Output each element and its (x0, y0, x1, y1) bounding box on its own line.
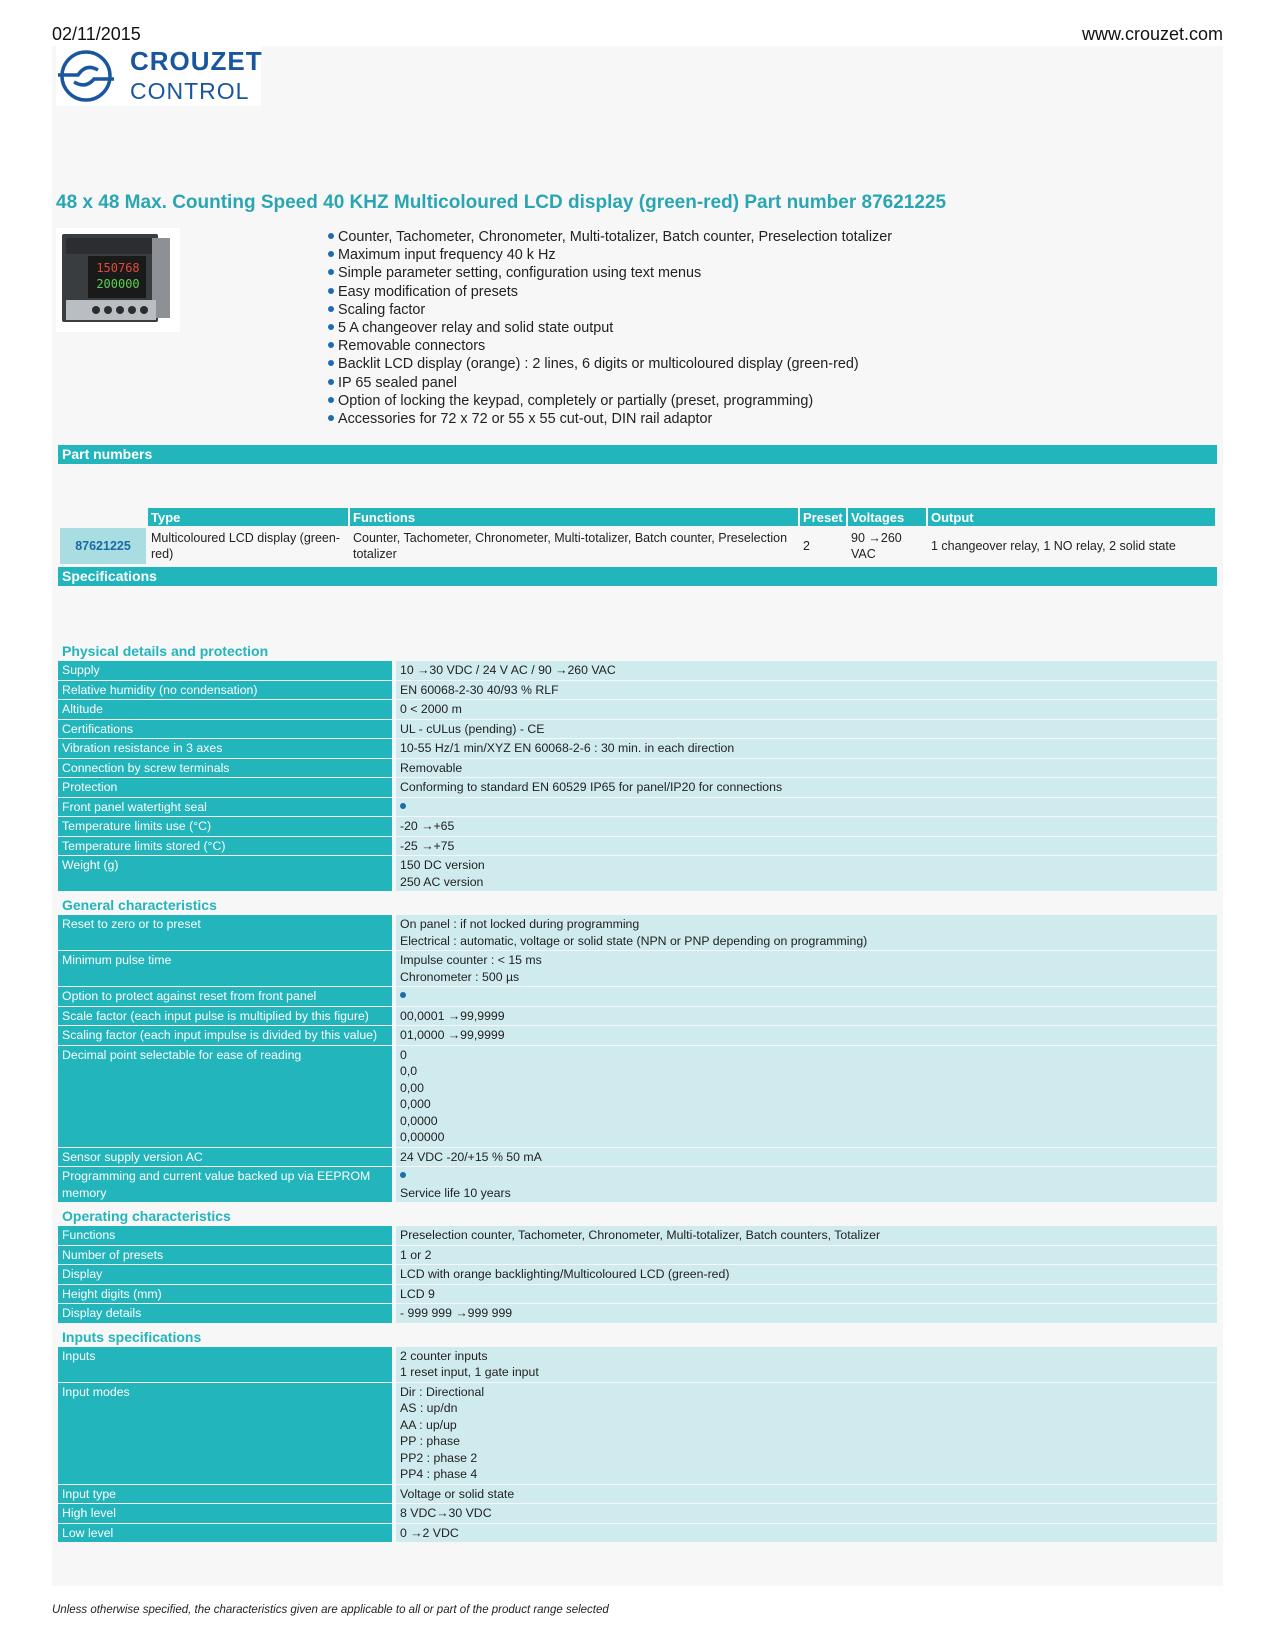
table-row (58, 987, 1217, 1006)
table-row (58, 1524, 1217, 1543)
feature-item (328, 410, 892, 428)
spec-label: Connection by screw terminals (58, 759, 392, 778)
feature-text: Easy modification of presets (338, 283, 518, 300)
spec-value (392, 1304, 1217, 1323)
spec-group-row (58, 638, 1217, 660)
spec-group-row (58, 1203, 1217, 1225)
blue-dot-icon (328, 397, 334, 403)
table-row (58, 1148, 1217, 1167)
blue-dot-icon (328, 306, 334, 312)
blank-header (60, 508, 146, 526)
table-row (58, 1504, 1217, 1523)
spec-value (392, 837, 1217, 856)
spec-value-line: 24 VDC -20/+15 % 50 mA (400, 1149, 542, 1164)
spec-value (392, 661, 1217, 680)
spec-value-line: 10 →30 VDC / 24 V AC / 90 →260 VAC (400, 663, 616, 677)
spec-value-line: 0,00 (400, 1080, 424, 1095)
spec-value-line: AA : up/up (400, 1417, 457, 1432)
specifications-heading: Specifications (58, 567, 1217, 586)
product-sheet (52, 46, 1223, 1586)
col-voltages: Voltages (848, 508, 926, 526)
feature-text: Backlit LCD display (orange) : 2 lines, 6 digits or multicoloured display (green-red) (338, 356, 859, 373)
display-bottom-digits: 200000 (96, 277, 140, 291)
spec-value-line: Chronometer : 500 µs (400, 969, 520, 984)
feature-text: Counter, Tachometer, Chronometer, Multi-totalizer, Batch counter, Preselection totalizer (338, 229, 893, 245)
table-row (58, 778, 1217, 797)
spec-value-line: 0,0000 (400, 1113, 438, 1128)
spec-label: Option to protect against reset from front panel (58, 987, 392, 1006)
feature-text: Maximum input frequency 40 k Hz (338, 247, 556, 264)
spec-label: Low level (58, 1524, 392, 1543)
display-top-digits: 150768 (96, 261, 140, 275)
logo-line-2: CONTROL (130, 78, 250, 104)
print-date: 02/11/2015 (52, 24, 141, 44)
table-row (58, 700, 1217, 719)
spec-value-line: Electrical : automatic, voltage or solid state (NPN or PNP depending on programming) (400, 933, 868, 948)
feature-item (328, 355, 892, 373)
spec-label: Input modes (58, 1383, 392, 1484)
part-numbers-table (58, 506, 1217, 566)
logo-line-1: CROUZET (130, 46, 263, 76)
spec-value-line: Removable (400, 760, 463, 775)
part-number-ref[interactable]: 87621225 (60, 528, 146, 564)
cell-type: Multicoloured LCD display (green-red) (151, 531, 340, 561)
blue-dot-icon (328, 415, 334, 421)
blue-dot-icon (328, 324, 334, 330)
spec-label: Weight (g) (58, 856, 392, 891)
spec-label: Decimal point selectable for ease of reading (58, 1046, 392, 1147)
table-row (58, 951, 1217, 986)
spec-value-line: 0 < 2000 m (400, 702, 462, 716)
spec-label: Supply (58, 661, 392, 680)
spec-label: Minimum pulse time (58, 951, 392, 986)
crouzet-logo-icon (56, 48, 122, 104)
spec-value-line: 10-55 Hz/1 min/XYZ EN 60068-2-6 : 30 min. in each direction (400, 741, 735, 755)
table-row (60, 528, 1215, 564)
spec-label: Display details (58, 1304, 392, 1323)
spec-label: Scaling factor (each input impulse is divided by this value) (58, 1026, 392, 1045)
feature-item (328, 283, 892, 301)
spec-value-line: Impulse counter : < 15 ms (400, 953, 542, 967)
spec-value (392, 1167, 1217, 1202)
spec-value (392, 856, 1217, 891)
spec-group-row (58, 1324, 1217, 1346)
feature-list (328, 228, 892, 428)
spec-value (392, 1383, 1217, 1484)
feature-item (328, 374, 892, 392)
spec-value-line: PP2 : phase 2 (400, 1450, 478, 1465)
table-row (58, 1007, 1217, 1026)
spec-value (392, 1265, 1217, 1284)
table-row (58, 1285, 1217, 1304)
table-row (58, 1383, 1217, 1484)
spec-label: High level (58, 1504, 392, 1523)
feature-text: Accessories for 72 x 72 or 55 x 55 cut-out, DIN rail adaptor (338, 410, 713, 427)
table-row (58, 856, 1217, 891)
spec-label: Protection (58, 778, 392, 797)
feature-text: Scaling factor (338, 301, 426, 318)
spec-value (392, 1524, 1217, 1543)
spec-value (392, 1246, 1217, 1265)
spec-value (392, 1504, 1217, 1523)
feature-text: Option of locking the keypad, completely or partially (preset, programming) (338, 392, 814, 409)
spec-value (392, 681, 1217, 700)
feature-text: Simple parameter setting, configuration using text menus (338, 265, 702, 282)
spec-label: Functions (58, 1226, 392, 1245)
spec-value-line: - 999 999 →999 999 (400, 1306, 513, 1320)
spec-label: Reset to zero or to preset (58, 915, 392, 950)
feature-item (328, 228, 892, 246)
table-row (58, 661, 1217, 680)
table-row (58, 759, 1217, 778)
col-preset: Preset (800, 508, 846, 526)
spec-value-line: PP4 : phase 4 (400, 1467, 478, 1481)
feature-text: Removable connectors (338, 338, 486, 355)
table-row (58, 1026, 1217, 1045)
footer-disclaimer: Unless otherwise specified, the characteristics given are applicable to all or part of the product range selected (52, 1604, 609, 1616)
spec-value (392, 1026, 1217, 1045)
blue-dot-icon (328, 360, 334, 366)
spec-value-line: On panel : if not locked during programming (400, 917, 640, 931)
table-row (58, 1246, 1217, 1265)
spec-label: Altitude (58, 700, 392, 719)
spec-value-line: 0 (400, 1047, 407, 1062)
cell-output: 1 changeover relay, 1 NO relay, 2 solid state (931, 539, 1176, 553)
cell-voltages: 90 →260 VAC (851, 531, 902, 561)
blue-dot-icon (400, 803, 406, 809)
spec-label: Sensor supply version AC (58, 1148, 392, 1167)
spec-value-line: EN 60068-2-30 40/93 % RLF (400, 682, 559, 697)
spec-value (392, 1285, 1217, 1304)
spec-value-line: Conforming to standard EN 60529 IP65 for panel/IP20 for connections (400, 780, 783, 794)
spec-label: Certifications (58, 720, 392, 739)
spec-value-line: LCD with orange backlighting/Multicoloured LCD (green-red) (400, 1267, 730, 1281)
blue-dot-icon (328, 379, 334, 385)
spec-label: Temperature limits stored (°C) (58, 837, 392, 856)
blue-dot-icon (400, 1172, 406, 1178)
spec-value (392, 700, 1217, 719)
site-url[interactable]: www.crouzet.com (1081, 24, 1223, 44)
col-type: Type (148, 508, 348, 526)
spec-value-line: AS : up/dn (400, 1401, 458, 1415)
col-functions: Functions (350, 508, 798, 526)
spec-value-line: Dir : Directional (400, 1384, 485, 1399)
table-row (58, 798, 1217, 817)
spec-label: Scale factor (each input pulse is multiplied by this figure) (58, 1007, 392, 1026)
spec-value-line: UL - cULus (pending) - CE (400, 721, 545, 736)
spec-value-line: 1 or 2 (400, 1247, 432, 1262)
spec-value-line: Preselection counter, Tachometer, Chronometer, Multi-totalizer, Batch counters, Totalizer (400, 1228, 881, 1242)
spec-label: Vibration resistance in 3 axes (58, 739, 392, 758)
spec-value-line: 0,000 (400, 1097, 431, 1111)
product-image (56, 228, 180, 332)
page-title: 48 x 48 Max. Counting Speed 40 KHZ Multicoloured LCD display (green-red) Part number 87621225 (56, 192, 947, 213)
blue-dot-icon (328, 342, 334, 348)
spec-value (392, 915, 1217, 950)
feature-item (328, 301, 892, 319)
spec-value-line: 0,0 (400, 1064, 418, 1078)
spec-value (392, 951, 1217, 986)
table-row (58, 1226, 1217, 1245)
spec-value (392, 759, 1217, 778)
col-output: Output (928, 508, 1215, 526)
feature-item (328, 319, 892, 337)
spec-value-line: LCD 9 (400, 1286, 435, 1301)
table-row (58, 1347, 1217, 1382)
spec-value-line: 2 counter inputs (400, 1348, 488, 1363)
table-row (58, 681, 1217, 700)
feature-text: IP 65 sealed panel (338, 374, 457, 391)
spec-label: Front panel watertight seal (58, 798, 392, 817)
table-row (58, 1046, 1217, 1147)
spec-value (392, 739, 1217, 758)
spec-label: Input type (58, 1485, 392, 1504)
spec-value (392, 1226, 1217, 1245)
spec-value (392, 1347, 1217, 1382)
table-row (58, 739, 1217, 758)
spec-value (392, 1148, 1217, 1167)
crouzet-logo (56, 46, 261, 106)
spec-value-line: 00,0001 →99,9999 (400, 1008, 505, 1023)
blue-dot-icon (328, 288, 334, 294)
feature-item (328, 264, 892, 282)
feature-text: 5 A changeover relay and solid state output (338, 319, 614, 336)
spec-label: Number of presets (58, 1246, 392, 1265)
spec-label: Temperature limits use (°C) (58, 817, 392, 836)
spec-label: Display (58, 1265, 392, 1284)
spec-value-line: PP : phase (400, 1434, 460, 1448)
spec-value (392, 720, 1217, 739)
spec-group-row (58, 892, 1217, 914)
specifications-table (58, 637, 1217, 1543)
spec-value (392, 817, 1217, 836)
spec-group-title: Physical details and protection (58, 638, 1217, 660)
part-numbers-heading: Part numbers (58, 445, 1217, 464)
spec-label: Height digits (mm) (58, 1285, 392, 1304)
spec-value-line: Voltage or solid state (400, 1486, 515, 1501)
blue-dot-icon (328, 233, 334, 239)
spec-value-line: 150 DC version (400, 858, 485, 872)
table-row (58, 1167, 1217, 1202)
cell-functions: Counter, Tachometer, Chronometer, Multi-totalizer, Batch counter, Preselection totalizer (353, 531, 788, 561)
table-row (58, 1304, 1217, 1323)
spec-value (392, 1007, 1217, 1026)
spec-value (392, 1046, 1217, 1147)
table-row (58, 817, 1217, 836)
spec-label: Inputs (58, 1347, 392, 1382)
spec-value-line: -25 →+75 (400, 838, 455, 853)
spec-value (392, 798, 1217, 817)
spec-value-line: 1 reset input, 1 gate input (400, 1365, 539, 1379)
blue-dot-icon (400, 992, 406, 998)
spec-label: Programming and current value backed up via EEPROM memory (58, 1167, 392, 1202)
blue-dot-icon (328, 269, 334, 275)
spec-group-title: Operating characteristics (58, 1203, 1217, 1225)
table-row (58, 837, 1217, 856)
spec-value-line: -20 →+65 (400, 819, 455, 833)
spec-value-line: 250 AC version (400, 874, 484, 889)
feature-item (328, 392, 892, 410)
spec-value-line: 0 →2 VDC (400, 1525, 459, 1540)
table-row (58, 915, 1217, 950)
spec-group-title: General characteristics (58, 892, 1217, 914)
spec-value (392, 778, 1217, 797)
blue-dot-icon (328, 251, 334, 257)
spec-value (392, 1485, 1217, 1504)
feature-item (328, 337, 892, 355)
spec-value-line: Service life 10 years (400, 1185, 511, 1200)
spec-group-title: Inputs specifications (58, 1324, 1217, 1346)
spec-value (392, 987, 1217, 1006)
spec-value-line: 01,0000 →99,9999 (400, 1028, 505, 1042)
table-row (58, 1485, 1217, 1504)
table-row (58, 720, 1217, 739)
cell-preset: 2 (803, 539, 810, 553)
spec-label: Relative humidity (no condensation) (58, 681, 392, 700)
feature-item (328, 246, 892, 264)
spec-value-line: 0,00000 (400, 1130, 445, 1144)
spec-value-line: 8 VDC→30 VDC (400, 1506, 492, 1520)
table-row (58, 1265, 1217, 1284)
